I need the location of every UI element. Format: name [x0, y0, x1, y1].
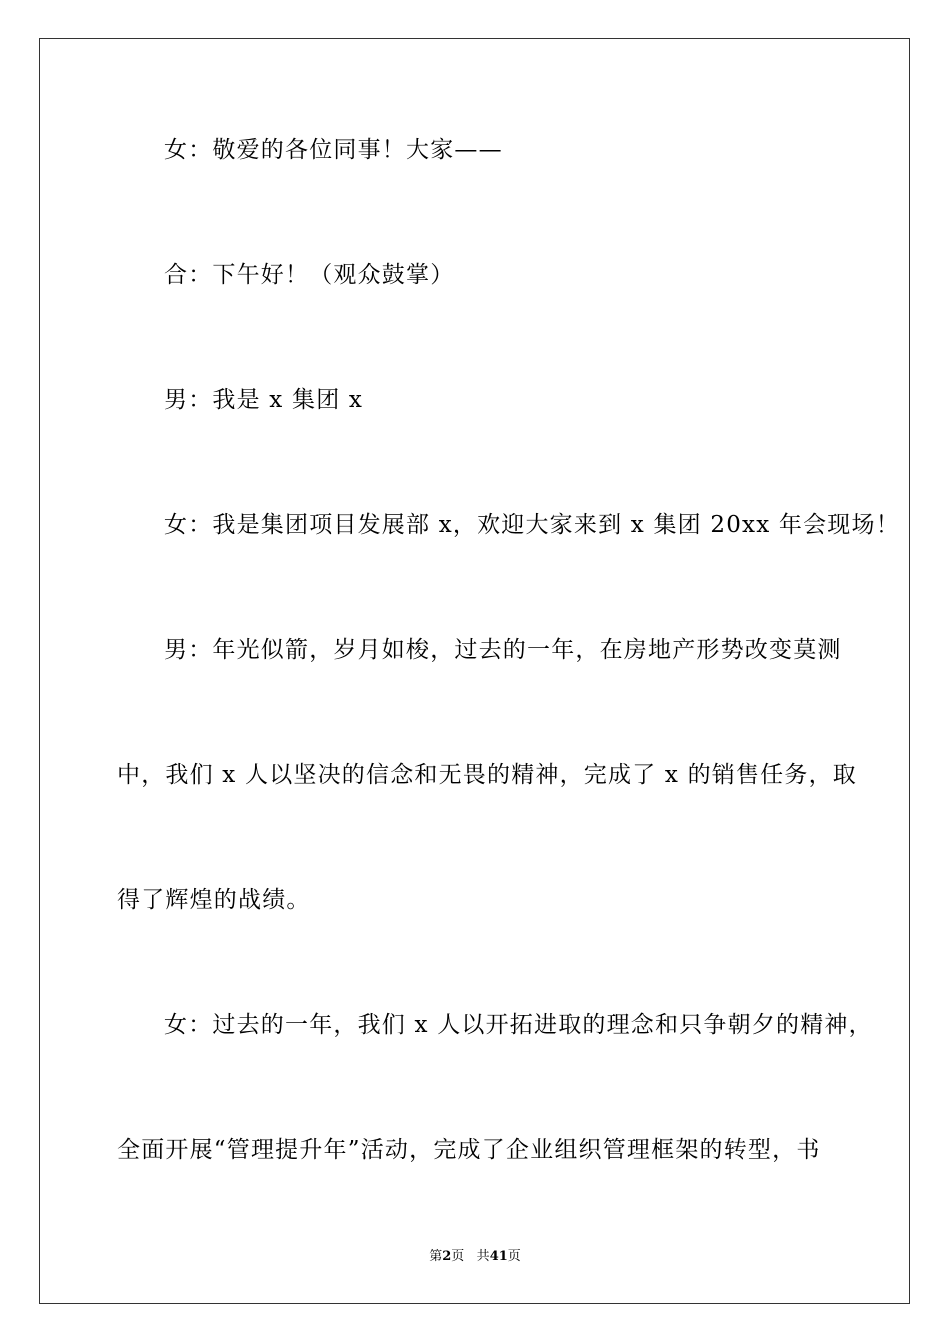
- text-line-5: 男：年光似箭，岁月如梭，过去的一年，在房地产形势改变莫测: [164, 637, 842, 663]
- total-suffix: 页: [507, 1249, 521, 1264]
- page-suffix: 页: [451, 1249, 465, 1264]
- text-line-1: 女：敬爱的各位同事！大家——: [164, 137, 503, 163]
- text-line-9: 全面开展“管理提升年”活动，完成了企业组织管理框架的转型，书: [117, 1137, 821, 1163]
- page-footer: [0, 1248, 950, 1266]
- text-line-3: 男：我是 x 集团 x: [164, 387, 364, 413]
- text-line-4: 女：我是集团项目发展部 x，欢迎大家来到 x 集团 20xx 年会现场！: [164, 512, 900, 538]
- page-number: 2: [442, 1249, 452, 1264]
- total-pages: 41: [489, 1249, 508, 1264]
- text-line-2: 合：下午好！（观众鼓掌）: [164, 262, 455, 288]
- page-prefix: 第: [429, 1249, 443, 1264]
- text-line-7: 得了辉煌的战绩。: [117, 887, 311, 913]
- page-border: [39, 38, 910, 1304]
- total-prefix: 共: [476, 1249, 490, 1264]
- text-line-6: 中，我们 x 人以坚决的信念和无畏的精神，完成了 x 的销售任务，取: [117, 762, 857, 788]
- text-line-8: 女：过去的一年，我们 x 人以开拓进取的理念和只争朝夕的精神，: [164, 1012, 873, 1038]
